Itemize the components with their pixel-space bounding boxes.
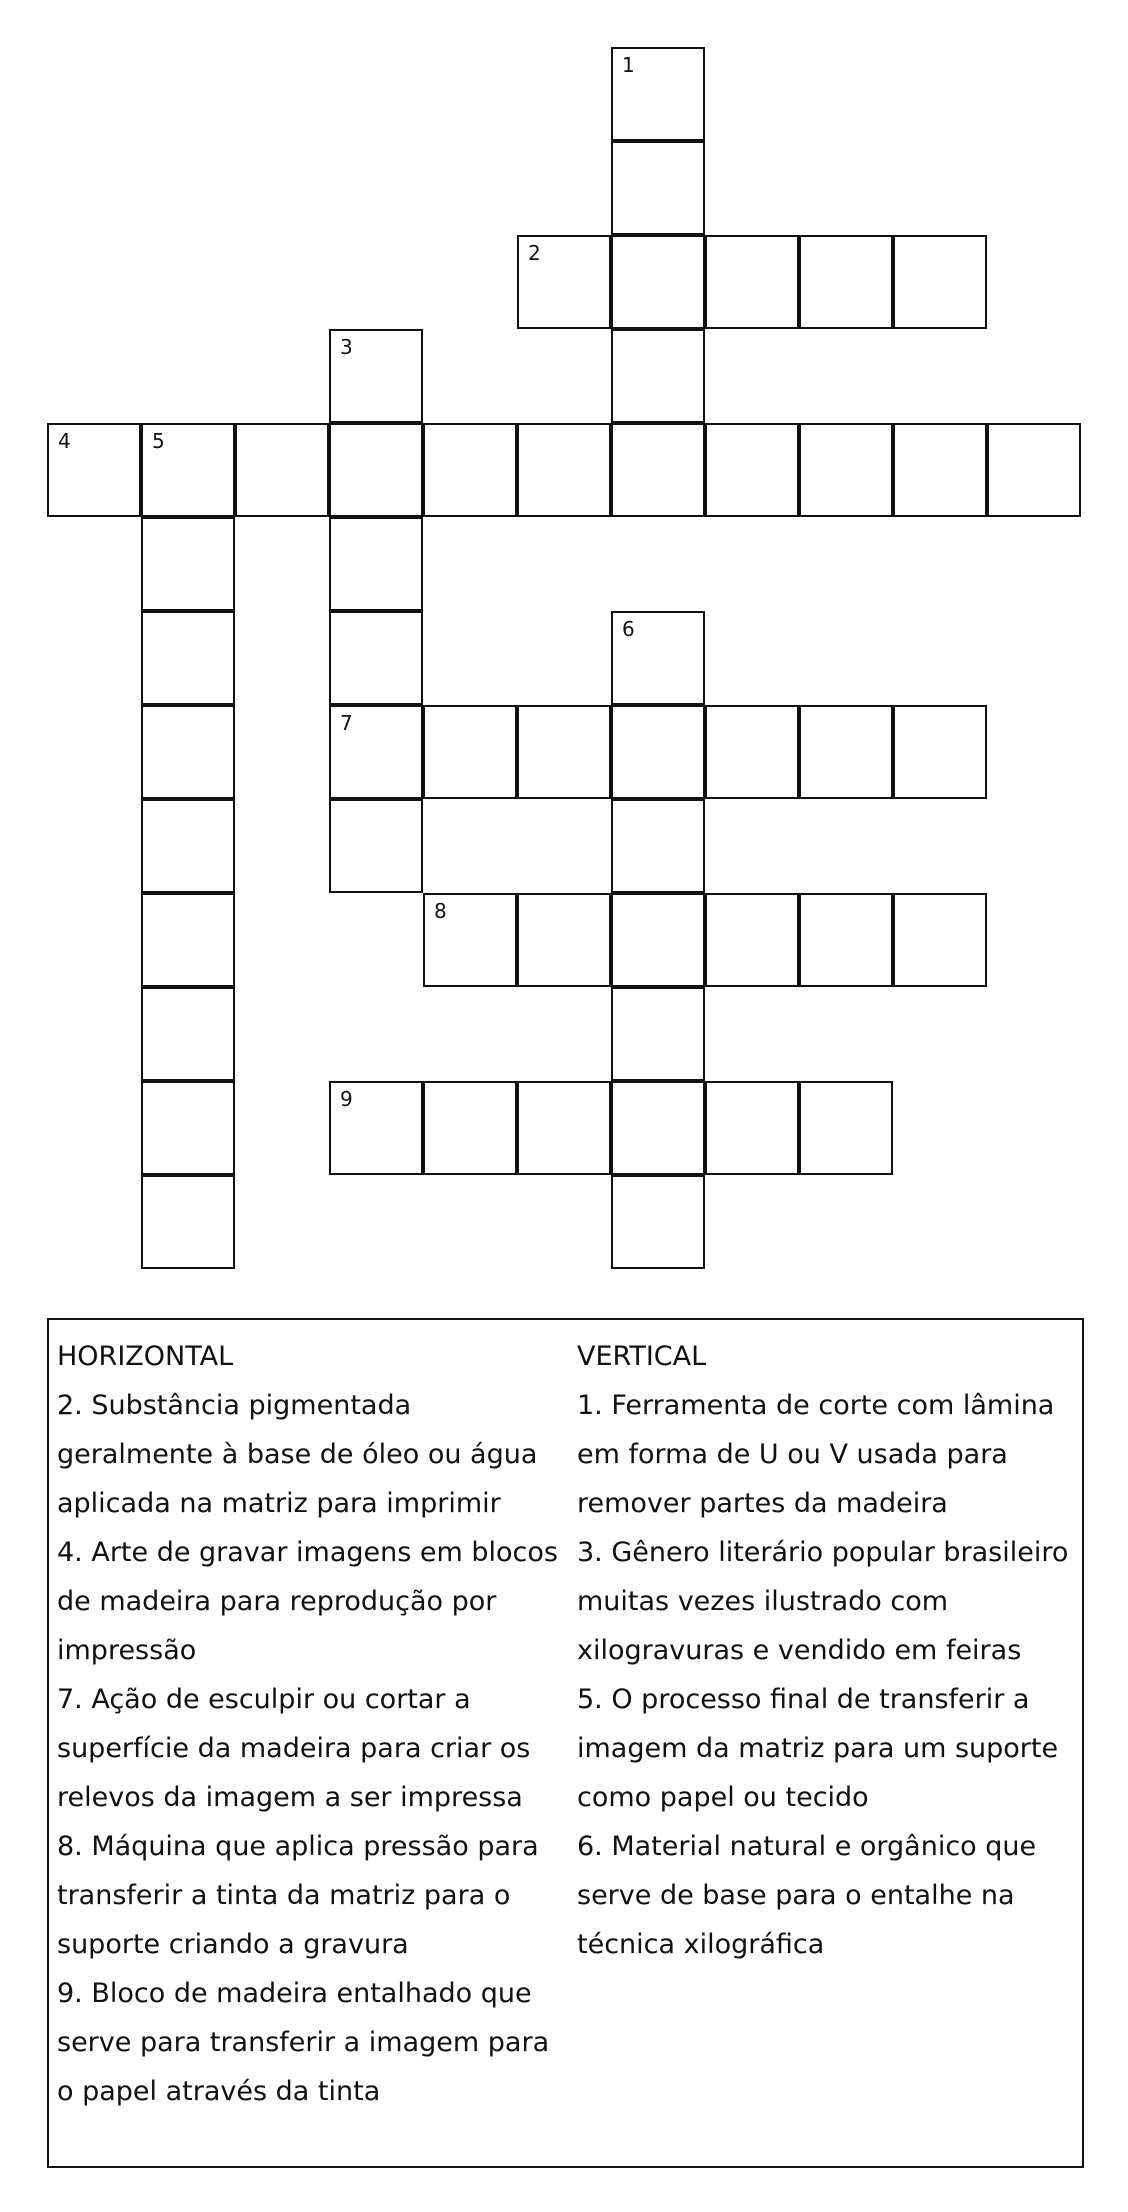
crossword-cell[interactable]	[423, 423, 517, 517]
crossword-cell[interactable]	[611, 799, 705, 893]
crossword-cell[interactable]	[329, 329, 423, 423]
crossword-cell[interactable]	[611, 423, 705, 517]
crossword-cell[interactable]	[517, 423, 611, 517]
clue-number: 6	[622, 617, 635, 641]
crossword-cell[interactable]	[799, 1081, 893, 1175]
clue-vertical-5: 5. O processo final de transferir a imagem da matriz para um suporte como papel ou tecido	[577, 1684, 1059, 1813]
horizontal-clues-column	[57, 1332, 562, 2116]
clue-number: 1	[622, 53, 635, 77]
clue-horizontal-8: 8. Máquina que aplica pressão para transferir a tinta da matriz para o suporte criando a gravura	[57, 1831, 539, 1960]
crossword-cell[interactable]	[611, 47, 705, 141]
crossword-cell[interactable]	[611, 329, 705, 423]
crossword-cell[interactable]	[705, 423, 799, 517]
crossword-cell[interactable]	[423, 1081, 517, 1175]
crossword-cell[interactable]	[329, 799, 423, 893]
crossword-cell[interactable]	[423, 705, 517, 799]
horizontal-heading: HORIZONTAL	[57, 1341, 234, 1372]
crossword-cell[interactable]	[611, 611, 705, 705]
crossword-cell[interactable]	[893, 705, 987, 799]
crossword-cell[interactable]	[235, 423, 329, 517]
crossword-cell[interactable]	[893, 235, 987, 329]
crossword-cell[interactable]	[141, 1081, 235, 1175]
crossword-cell[interactable]	[141, 987, 235, 1081]
clue-number: 4	[58, 429, 71, 453]
crossword-cell[interactable]	[423, 893, 517, 987]
crossword-cell[interactable]	[705, 235, 799, 329]
vertical-clues-column	[577, 1332, 1082, 1969]
crossword-cell[interactable]	[329, 517, 423, 611]
crossword-cell[interactable]	[517, 705, 611, 799]
clues-box	[47, 1318, 1084, 2168]
clue-number: 8	[434, 899, 447, 923]
crossword-cell[interactable]	[141, 705, 235, 799]
crossword-cell[interactable]	[705, 1081, 799, 1175]
crossword-cell[interactable]	[799, 235, 893, 329]
clue-number: 5	[152, 429, 165, 453]
crossword-cell[interactable]	[517, 893, 611, 987]
crossword-cell[interactable]	[517, 1081, 611, 1175]
clue-vertical-3: 3. Gênero literário popular brasileiro muitas vezes ilustrado com xilogravuras e vendido em feiras	[577, 1537, 1069, 1666]
crossword-cell[interactable]	[705, 893, 799, 987]
crossword-cell[interactable]	[141, 799, 235, 893]
crossword-cell[interactable]	[799, 893, 893, 987]
crossword-cell[interactable]	[611, 987, 705, 1081]
crossword-cell[interactable]	[611, 1081, 705, 1175]
crossword-cell[interactable]	[47, 423, 141, 517]
crossword-cell[interactable]	[799, 423, 893, 517]
crossword-cell[interactable]	[329, 611, 423, 705]
clue-vertical-1: 1. Ferramenta de corte com lâmina em forma de U ou V usada para remover partes da madeira	[577, 1390, 1055, 1519]
crossword-cell[interactable]	[987, 423, 1081, 517]
clue-number: 9	[340, 1087, 353, 1111]
crossword-cell[interactable]	[705, 705, 799, 799]
clue-vertical-6: 6. Material natural e orgânico que serve de base para o entalhe na técnica xilográfica	[577, 1831, 1037, 1960]
clue-number: 2	[528, 241, 541, 265]
clue-horizontal-7: 7. Ação de esculpir ou cortar a superfície da madeira para criar os relevos da imagem a ser impressa	[57, 1684, 531, 1813]
crossword-cell[interactable]	[611, 705, 705, 799]
crossword-cell[interactable]	[141, 1175, 235, 1269]
crossword-cell[interactable]	[611, 235, 705, 329]
crossword-cell[interactable]	[517, 235, 611, 329]
clue-number: 3	[340, 335, 353, 359]
crossword-cell[interactable]	[141, 893, 235, 987]
vertical-heading: VERTICAL	[577, 1341, 707, 1372]
crossword-cell[interactable]	[329, 705, 423, 799]
crossword-cell[interactable]	[141, 423, 235, 517]
crossword-cell[interactable]	[611, 141, 705, 235]
crossword-cell[interactable]	[611, 893, 705, 987]
crossword-cell[interactable]	[893, 423, 987, 517]
crossword-cell[interactable]	[329, 1081, 423, 1175]
clue-horizontal-4: 4. Arte de gravar imagens em blocos de madeira para reprodução por impressão	[57, 1537, 558, 1666]
crossword-cell[interactable]	[611, 1175, 705, 1269]
crossword-cell[interactable]	[329, 423, 423, 517]
crossword-cell[interactable]	[141, 611, 235, 705]
clue-number: 7	[340, 711, 353, 735]
clue-horizontal-9: 9. Bloco de madeira entalhado que serve para transferir a imagem para o papel através da tinta	[57, 1978, 550, 2107]
crossword-cell[interactable]	[799, 705, 893, 799]
crossword-cell[interactable]	[893, 893, 987, 987]
clue-horizontal-2: 2. Substância pigmentada geralmente à base de óleo ou água aplicada na matriz para imprimir	[57, 1390, 538, 1519]
crossword-cell[interactable]	[141, 517, 235, 611]
